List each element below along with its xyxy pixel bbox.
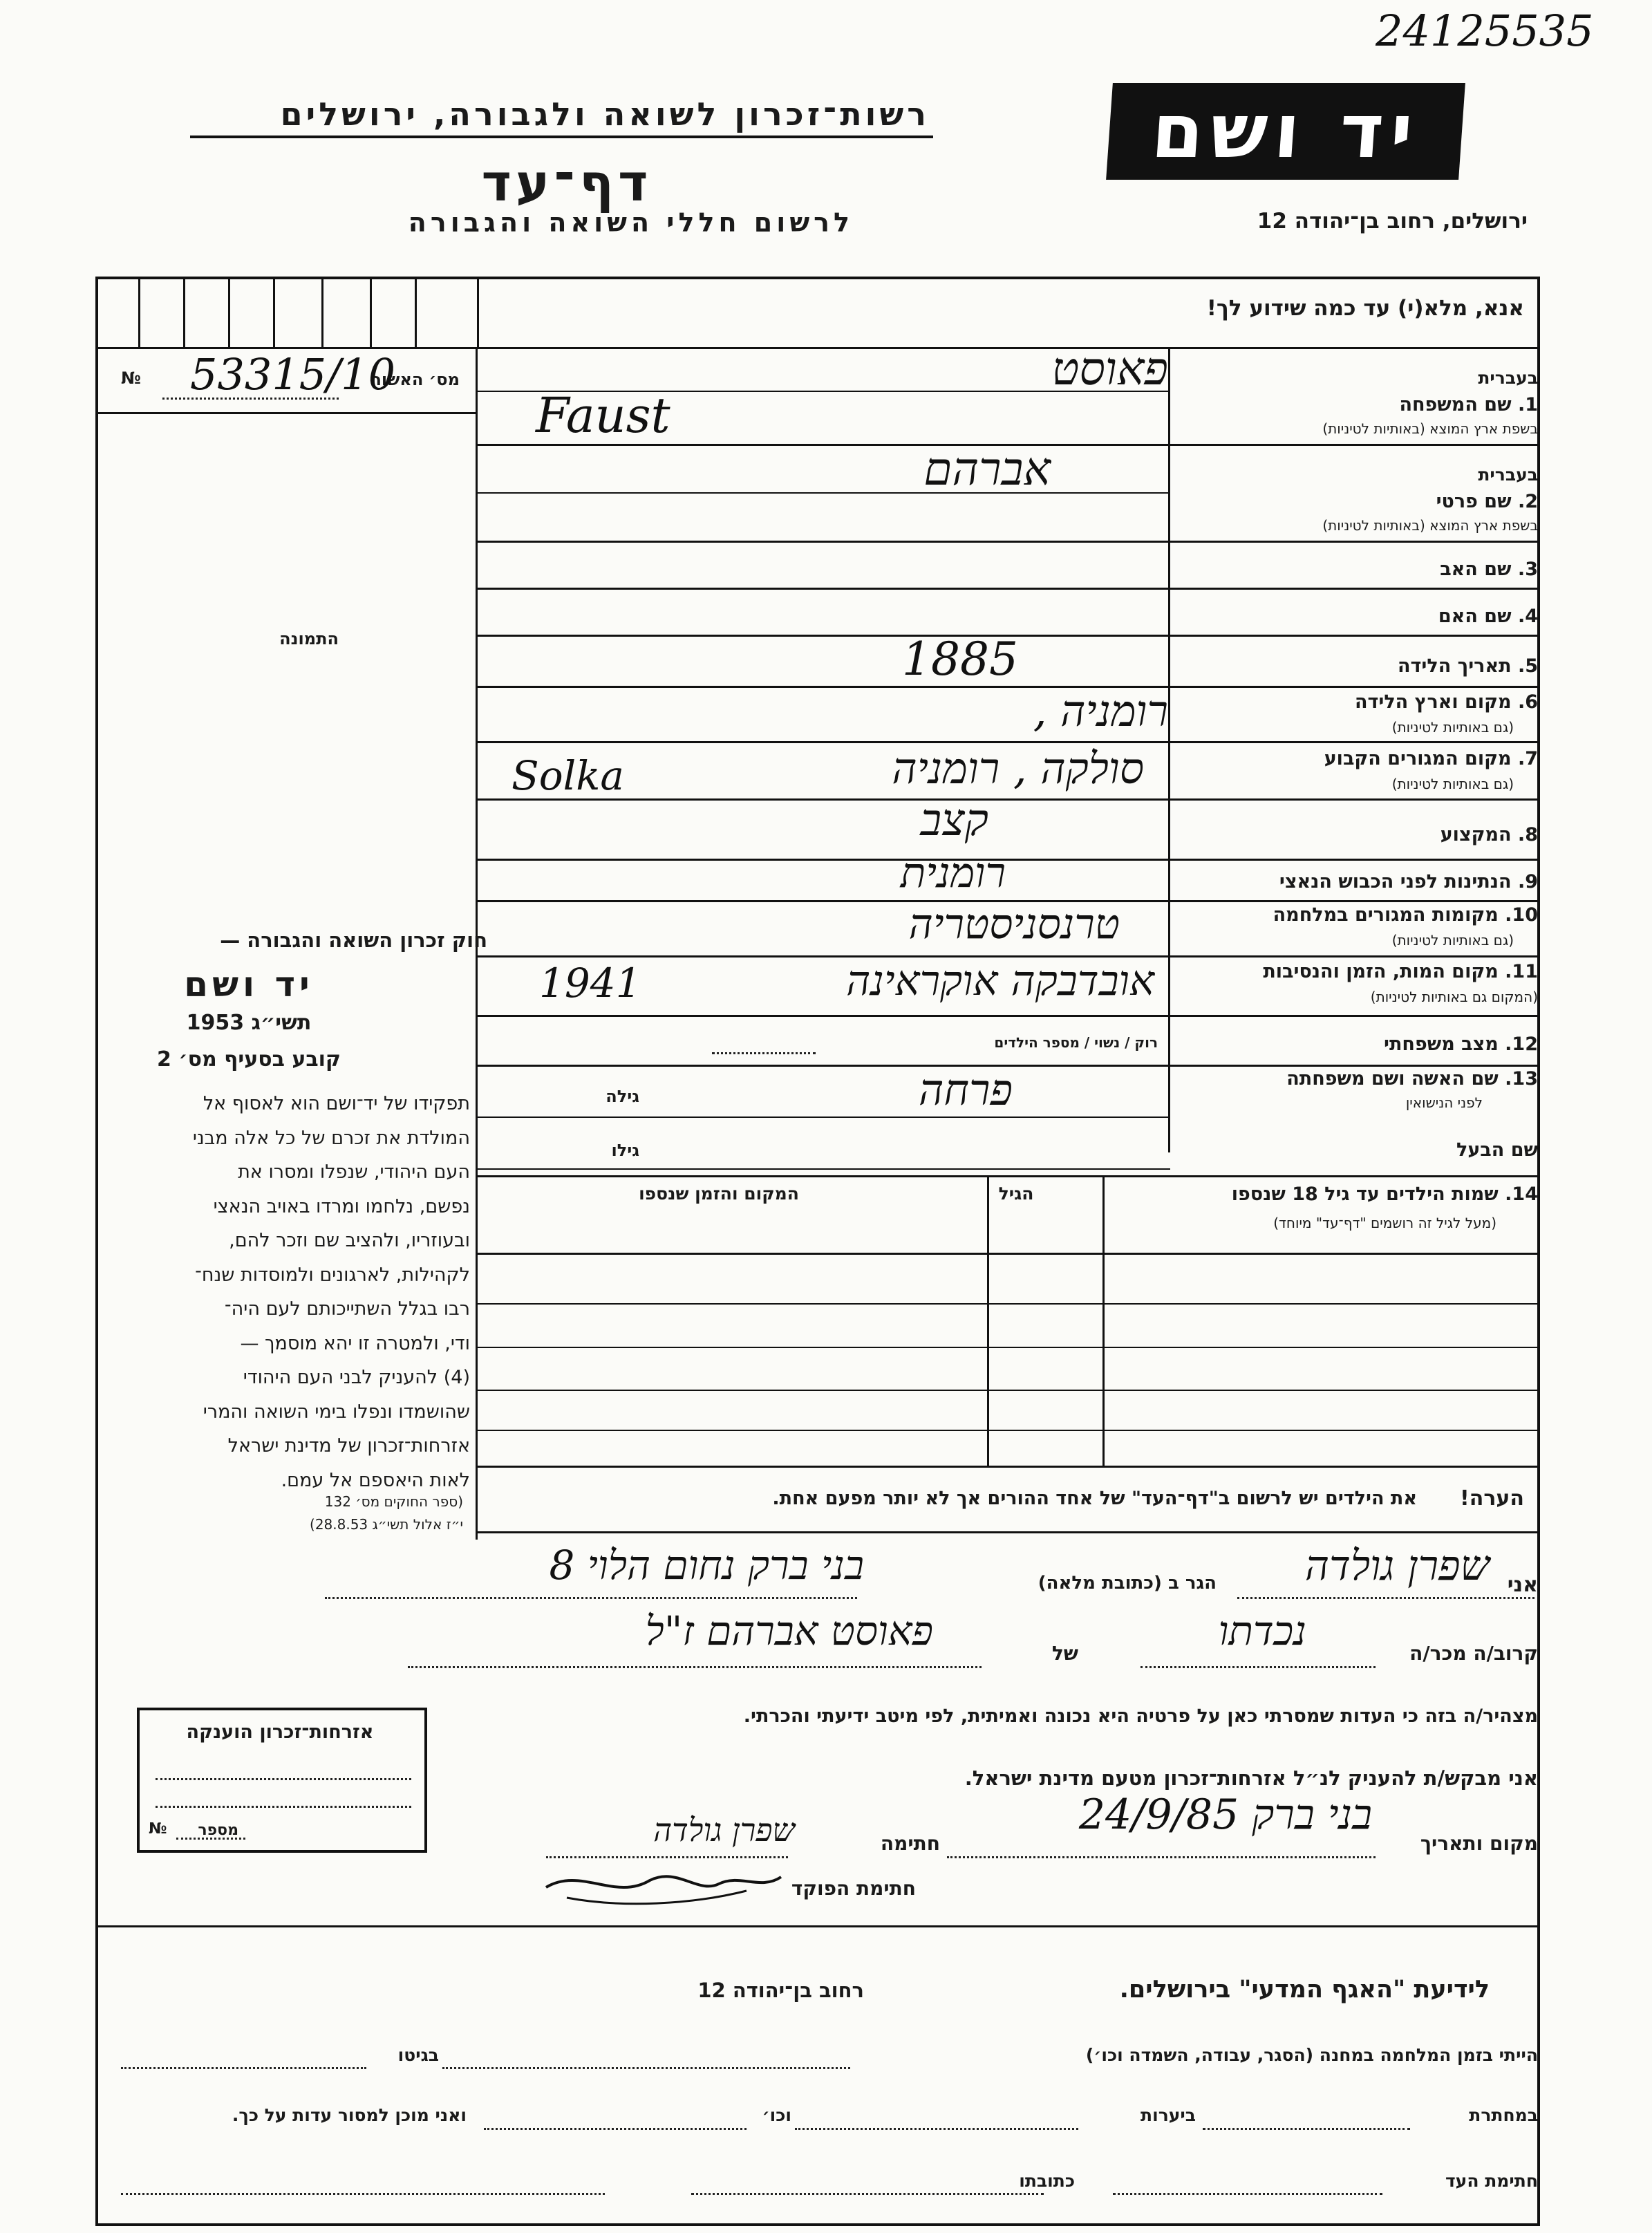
law-year: תשי״ג 1953 [186, 1011, 312, 1035]
family-note: רוק / נשוי / מספר הילדים [994, 1034, 1158, 1051]
law-line: (4) להעניק לבני העם היהודי [243, 1367, 470, 1388]
signature-value: שפרן גולדה [653, 1811, 795, 1849]
death-place-value: אובדבקה אוקראינה [846, 957, 1154, 1005]
yad-vashem-logo [1106, 83, 1465, 180]
residence-latin: Solka [511, 752, 624, 799]
relation-value: נכדתו [1218, 1607, 1306, 1654]
mother-label: 4. שם האם [1438, 606, 1538, 627]
hebrew-tag: בעברית [1478, 368, 1538, 388]
children-label: 14. שמות הילדים עד גיל 18 שנספו [1231, 1184, 1538, 1205]
hebrew-tag: בעברית [1478, 465, 1538, 485]
profession-value: קצב [920, 795, 988, 846]
firstname-label: 2. שם פרטי [1436, 491, 1538, 512]
witness-address: בני ברק נחום הלוי 8 [549, 1542, 864, 1589]
nationality-value: רומנית [900, 849, 1006, 897]
i-label: אני [1507, 1573, 1538, 1597]
confirm-no-value: 53315/10 [190, 349, 396, 400]
wife-note: לפני הנישואין [1405, 1094, 1483, 1111]
law-line: שהושמדו ונפלו בימי השואה והמרי [203, 1401, 470, 1423]
firstname-hebrew: אברהם [923, 442, 1051, 496]
law-line: תפקידו של יד־ושם הוא לאסוף אל [203, 1093, 470, 1114]
instruction: אנא, מלא(י) עד כמה שידוע לך! [1206, 296, 1524, 321]
footer-witness-signature-label: חתימת העד [1445, 2171, 1538, 2191]
org-line: רשות־זכרון לשואה ולגבורה, ירושלים [280, 95, 930, 133]
death-year-value: 1941 [539, 960, 641, 1007]
residing-label: הגר ב (כתובת מלאה) [1038, 1573, 1217, 1594]
family-label: 12. מצב משפחתי [1384, 1034, 1538, 1055]
husband-label: שם הבעל [1456, 1139, 1538, 1161]
law-line: ודי, ולמטרה זו יהא מוסמך — [240, 1332, 470, 1354]
wartime-label: 10. מקומות המגורים במלחמה [1273, 904, 1538, 926]
wife-label: 13. שם האשה ושם משפחתה [1286, 1068, 1538, 1090]
photo-label: התמונה [279, 629, 339, 648]
law-ref-2: י״ז אלול תשי״ג 28.8.53) [310, 1516, 463, 1533]
declaration: מצהיר/ה בזה כי העדות שמסרתי כאן על פרטיה היא נכונה ואמיתית, לפי מיטב ידיעתי והכרתי. [743, 1706, 1538, 1727]
of-name-value: פאוסט אברהם ז"ל [645, 1607, 933, 1654]
residence-label: 7. מקום המגורים הקבוע [1324, 748, 1538, 769]
birth-place-label: 6. מקום וארץ הלידה [1354, 691, 1538, 713]
surname-label: 1. שם המשפחה [1399, 394, 1538, 415]
place-date-label: מקום ותאריך [1420, 1832, 1538, 1855]
citizenship-number-label: מספר [198, 1822, 238, 1839]
death-label: 11. מקום המות, הזמן והנסיבות [1263, 961, 1538, 982]
remark-label: הערה! [1460, 1486, 1524, 1511]
children-age-header: הגיל [998, 1184, 1034, 1204]
form-title: דף־עד [481, 153, 653, 213]
law-ref-1: (ספר החוקים מס׳ 132 [324, 1493, 463, 1510]
wife-name-value: פרחה [919, 1065, 1013, 1115]
surname-latin-note: בשפת ארץ המוצא (באותיות לטיניות) [1322, 420, 1538, 437]
footer-camp-label: הייתי בזמן המלחמה במחנה (הסגר, עבודה, השמדה וכו׳) [1085, 2045, 1538, 2065]
birth-place-value: רומניה , [1033, 686, 1168, 736]
place-date-value: בני ברק 24/9/85 [1078, 1791, 1372, 1839]
remark-text: את הילדים יש לרשום ב"דף־העד" של אחד ההורים אך לא יותר מפעם אחת. [772, 1488, 1417, 1509]
relative-label: קרוב/ה מכר/ה [1409, 1642, 1538, 1665]
of-label: של [1051, 1642, 1078, 1665]
residence-latin-note: (גם באותיות לטיניות) [1391, 776, 1514, 792]
witness-name: שפרן גולדה [1304, 1542, 1490, 1590]
signature-label: חתימה [880, 1832, 940, 1855]
law-clause: קובע בסעיף מס׳ 2 [156, 1047, 341, 1072]
footer-forests-label: ביערות [1141, 2105, 1196, 2125]
officer-label: חתימת הפוקד [791, 1877, 916, 1900]
birth-date-value: 1885 [902, 633, 1018, 686]
father-label: 3. שם האב [1440, 559, 1538, 580]
children-note: (מעל לגיל זה רושמים "דף־עד" מיוחד) [1273, 1215, 1496, 1231]
footer-address-label: כתובתו [1019, 2171, 1075, 2191]
law-line: רבו בגלל השתייכותם לעם היה־ [224, 1298, 470, 1320]
nationality-label: 9. הנתינות לפני הכבוש הנאצי [1279, 871, 1538, 893]
law-name: יד ושם [184, 964, 314, 1005]
request: אני מבקש/ת להעניק לנ״ל אזרחות־זכרון מטעם מדינת ישראל. [964, 1766, 1538, 1790]
law-line: לקהילות, לארגונים ולמוסדות שנח־ [195, 1264, 470, 1286]
citizenship-number-symbol: № [149, 1820, 167, 1838]
children-place-header: המקום והזמן שנספו [639, 1184, 799, 1204]
law-line: העם היהודי, שנפלו ומסרו את [238, 1161, 470, 1183]
logo-text: יד ושם [1149, 88, 1423, 175]
death-latin-note: (המקום גם באותיות לטיניות) [1370, 989, 1538, 1005]
law-line: המולדת את זכרם של כל אלה מבני [192, 1127, 470, 1149]
law-text [86, 1087, 470, 1497]
footer-heading: לידיעת "האגף המדעי" בירושלים. [1119, 1976, 1490, 2003]
law-line: אזרחות־זכרון של מדינת ישראל [227, 1435, 470, 1457]
profession-label: 8. המקצוע [1440, 824, 1538, 845]
footer-etc-label: וכו׳ [762, 2105, 791, 2125]
footer-ghetto-label: בגיטו [397, 2045, 439, 2065]
law-heading: חוק זכרון השואה והגבורה — [220, 928, 487, 952]
birth-date-label: 5. תאריך הלידה [1397, 655, 1538, 677]
citizenship-title: אזרחות־זכרון הוענקה [186, 1721, 374, 1743]
surname-hebrew: פאוסט [1051, 342, 1168, 395]
form-subtitle: לרשום חללי השואה והגבורה [408, 207, 854, 238]
law-line: ובעוזריו, ולהציב שם וזכר להם, [229, 1230, 470, 1251]
birth-place-latin-note: (גם באותיות לטיניות) [1391, 719, 1514, 736]
footer-willing-label: ואני מוכן למסור עדות על כך. [232, 2105, 467, 2125]
surname-latin: Faust [536, 387, 670, 444]
archive-number: 24125535 [1376, 6, 1594, 56]
footer-address: רחוב בן־יהודה 12 [697, 1979, 864, 2002]
confirm-no-symbol: № [121, 368, 141, 388]
header-address: ירושלים, רחוב בן־יהודה 12 [1257, 209, 1528, 234]
law-line: נפשם, נלחמו ומרדו באויב הנאצי [213, 1195, 470, 1217]
residence-hebrew: סולקה , רומניה [892, 743, 1144, 794]
law-line: לאות היאספם אל עמם. [281, 1469, 470, 1491]
wife-age-label: גילה [606, 1087, 639, 1106]
wartime-latin-note: (גם באותיות לטיניות) [1391, 932, 1514, 949]
husband-age-label: גילו [611, 1141, 639, 1160]
firstname-latin-note: בשפת ארץ המוצא (באותיות לטיניות) [1322, 517, 1538, 534]
footer-underground-label: במחתרת [1469, 2105, 1538, 2125]
wartime-value: טרנסניסטריה [908, 900, 1120, 949]
confirm-no-label: מס׳ האשור [371, 370, 460, 389]
